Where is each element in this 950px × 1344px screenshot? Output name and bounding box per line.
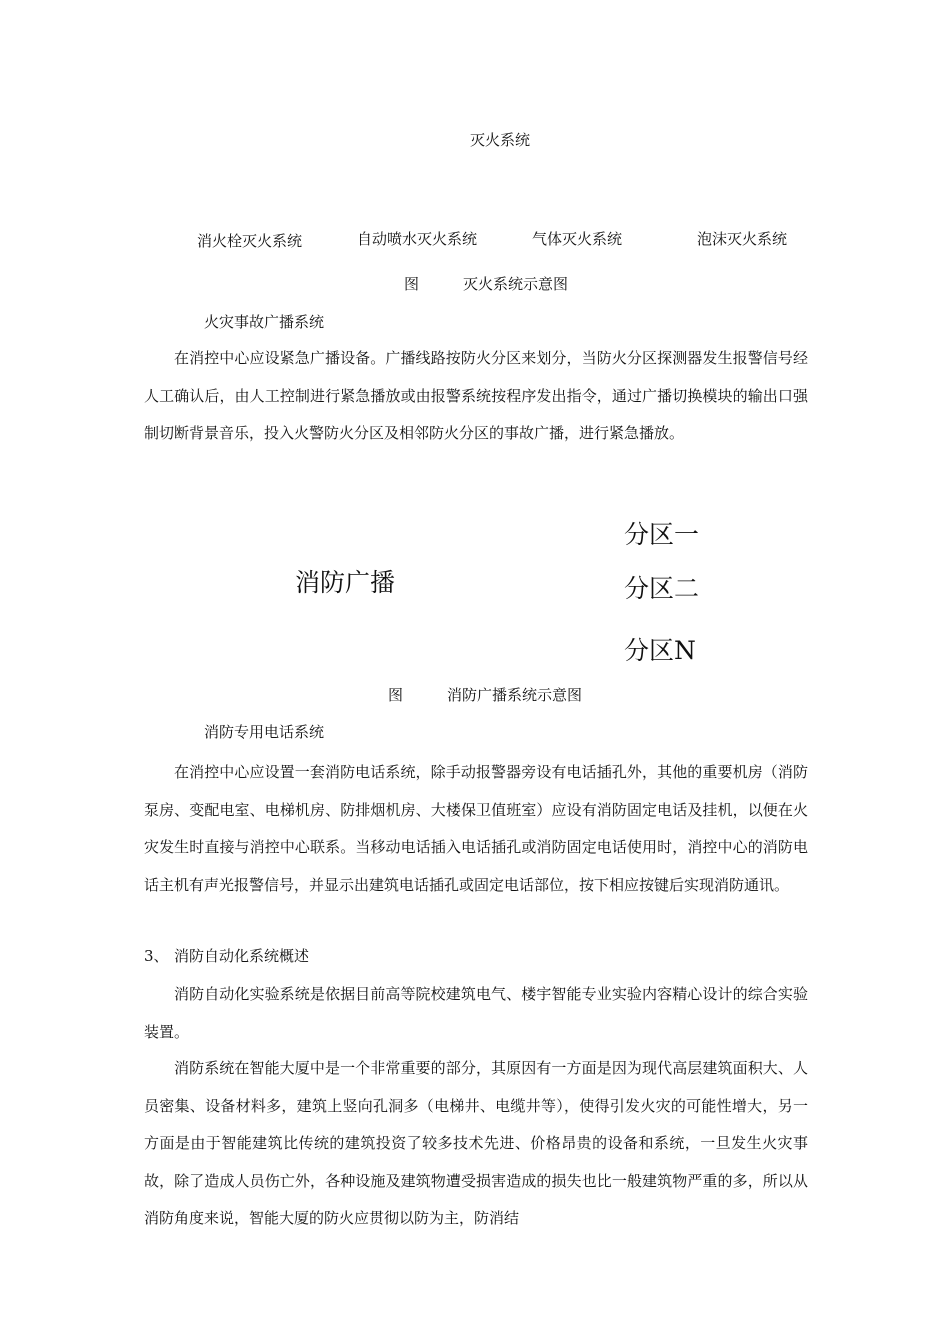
- diagram2-zone-1: 分区一: [624, 520, 700, 549]
- broadcast-heading: 火灾事故广播系统: [204, 313, 325, 331]
- diagram1-child-hydrant: 消火栓灭火系统: [197, 232, 303, 250]
- diagram2-source: 消防广播: [295, 568, 396, 597]
- diagram1-child-gas: 气体灭火系统: [532, 230, 623, 248]
- diagram1-caption: 灭火系统示意图: [463, 275, 569, 293]
- diagram2-zone-2: 分区二: [624, 574, 700, 603]
- section3-paragraph-1: 消防自动化实验系统是依据目前高等院校建筑电气、楼宇智能专业实验内容精心设计的综合实验装置。: [144, 985, 808, 1041]
- diagram2-caption-label: 图: [388, 686, 404, 704]
- diagram2-caption: 消防广播系统示意图: [447, 686, 583, 704]
- phone-heading: 消防专用电话系统: [204, 723, 325, 741]
- phone-paragraph: 在消控中心应设置一套消防电话系统，除手动报警器旁设有电话插孔外，其他的重要机房（消防泵房、变配电室、电梯机房、防排烟机房、大楼保卫值班室）应设有消防固定电话及挂机，以便在火灾发生时直接与消控中心联系。当移动电话插入电话插孔或消防固定电话使用时，消控中心的消防电话主机有声光报警信号，并显示出建筑电话插孔或固定电话部位，按下相应按键后实现消防通讯。: [144, 763, 808, 894]
- section3-number: 3、: [144, 947, 169, 965]
- diagram1-child-foam: 泡沫灭火系统: [697, 230, 788, 248]
- diagram1-child-sprinkler: 自动喷水灭火系统: [357, 230, 478, 248]
- broadcast-paragraph: 在消控中心应设紧急广播设备。广播线路按防火分区来划分，当防火分区探测器发生报警信号经人工确认后，由人工控制进行紧急播放或由报警系统按程序发出指令，通过广播切换模块的输出口强制切断背景音乐，投入火警防火分区及相邻防火分区的事故广播，进行紧急播放。: [144, 349, 808, 443]
- diagram1-caption-label: 图: [404, 275, 420, 293]
- section3-title: 消防自动化系统概述: [174, 947, 310, 965]
- section3-paragraph-2: 消防系统在智能大厦中是一个非常重要的部分，其原因有一方面是因为现代高层建筑面积大、人员密集、设备材料多，建筑上竖向孔洞多（电梯井、电缆井等），使得引发火灾的可能性增大，另一方面是由于智能建筑比传统的建筑投资了较多技术先进、价格昂贵的设备和系统，一旦发生火灾事故，除了造成人员伤亡外，各种设施及建筑物遭受损害造成的损失也比一般建筑物严重的多，所以从消防角度来说，智能大厦的防火应贯彻以防为主，防消结: [144, 1059, 808, 1228]
- diagram2-zone-n: 分区N: [624, 636, 696, 665]
- diagram1-root-label: 灭火系统: [470, 131, 531, 149]
